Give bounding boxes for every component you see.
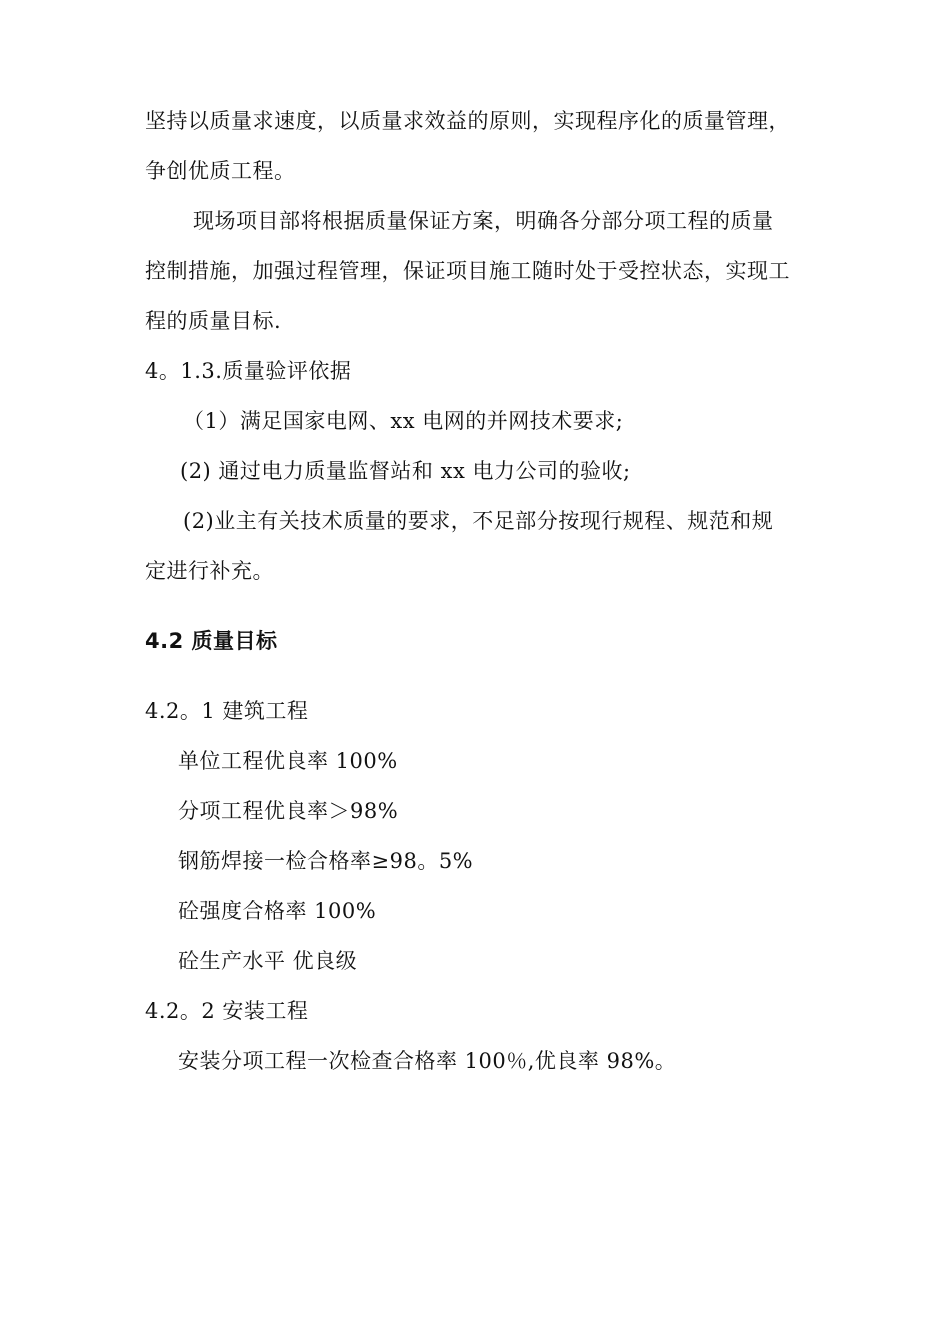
criteria-item-3-line-1: (2)业主有关技术质量的要求，不足部分按现行规程、规范和规 [183, 509, 774, 533]
paragraph-1-line-1: 坚持以质量求速度，以质量求效益的原则，实现程序化的质量管理， [145, 109, 790, 133]
target-item: 钢筋焊接一检合格率≥98。5% [178, 849, 474, 873]
installation-target: 安装分项工程一次检查合格率 100％,优良率 98%。 [178, 1049, 677, 1073]
paragraph-2-line-1: 现场项目部将根据质量保证方案，明确各分部分项工程的质量 [193, 209, 774, 233]
target-item: 分项工程优良率＞98% [178, 799, 399, 823]
criteria-item-1: （1）满足国家电网、xx 电网的并网技术要求; [183, 409, 624, 433]
subsection-4-2-2-title: 4.2。2 安装工程 [145, 999, 309, 1023]
section-4-2-heading: 4.2 质量目标 [145, 629, 278, 653]
paragraph-2-line-3: 程的质量目标. [145, 309, 282, 333]
subsection-4-2-1-title: 4.2。1 建筑工程 [145, 699, 309, 723]
section-4-1-3-title: 4。1.3.质量验评依据 [145, 359, 352, 383]
target-item: 砼生产水平 优良级 [178, 949, 358, 973]
criteria-item-2: (2) 通过电力质量监督站和 xx 电力公司的验收; [180, 459, 631, 483]
paragraph-2-line-2: 控制措施，加强过程管理，保证项目施工随时处于受控状态，实现工 [145, 259, 790, 283]
criteria-item-3-line-2: 定进行补充。 [145, 559, 274, 583]
target-item: 砼强度合格率 100% [178, 899, 377, 923]
target-item: 单位工程优良率 100% [178, 749, 398, 773]
paragraph-1-line-2: 争创优质工程。 [145, 159, 296, 183]
